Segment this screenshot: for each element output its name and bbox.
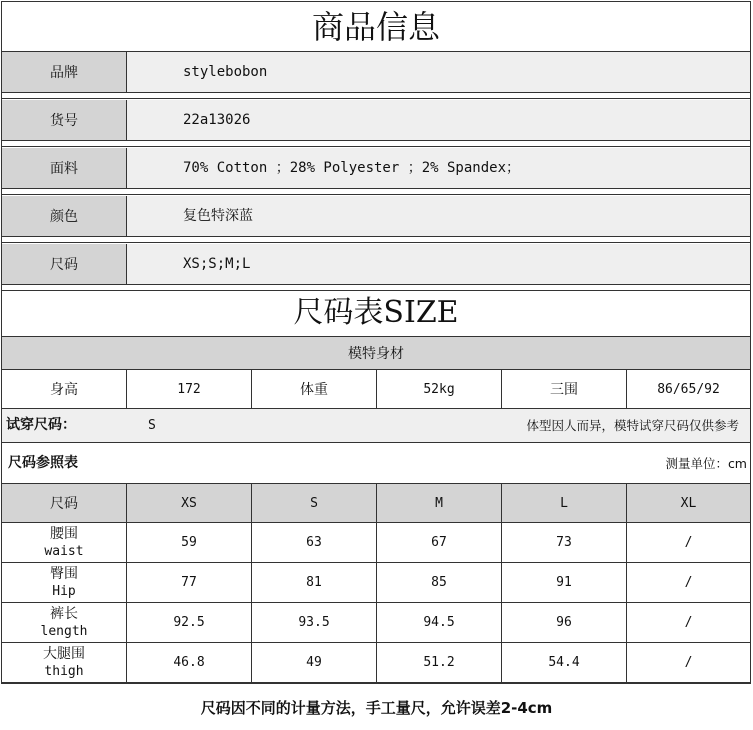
size-col-header: XS xyxy=(127,484,251,522)
model-weight-value: 52kg xyxy=(423,381,455,397)
size-value-cell: 73 xyxy=(556,535,572,550)
page-title: 商品信息 xyxy=(311,8,440,46)
size-value-cell: / xyxy=(684,655,693,670)
model-header: 模特身材 xyxy=(2,337,750,369)
measure-row-label xyxy=(2,643,126,682)
size-value-cell: 51.2 xyxy=(423,655,455,670)
model-measure-label: 三围 xyxy=(550,382,578,398)
info-value: 70% Cotton ；28% Polyester ；2% Spandex； xyxy=(183,160,521,176)
measure-name-cn: 腰围 xyxy=(50,525,78,542)
size-value-cell: 92.5 xyxy=(173,615,205,630)
info-value: stylebobon xyxy=(183,64,268,80)
size-reference-title: 尺码参照表 xyxy=(8,455,78,471)
size-value-cell: 63 xyxy=(306,535,322,550)
size-col-header: 尺码 xyxy=(2,484,126,522)
info-label: 颜色 xyxy=(50,209,78,225)
info-label: 货号 xyxy=(50,113,78,129)
size-value-cell: 77 xyxy=(181,575,197,590)
info-value: 22a13026 xyxy=(183,112,251,128)
measure-name-en: thigh xyxy=(44,663,84,679)
size-col-header: XL xyxy=(627,484,750,522)
size-col-header: S xyxy=(252,484,376,522)
measure-row-label xyxy=(2,603,126,642)
measure-name-cn: 大腿围 xyxy=(43,645,85,662)
info-label: 品牌 xyxy=(50,65,78,81)
size-col-header: M xyxy=(377,484,501,522)
model-height-label: 身高 xyxy=(50,382,78,398)
measurement-unit: 测量单位：cm xyxy=(665,456,747,471)
measure-name-en: waist xyxy=(44,543,84,559)
trial-size-value: S xyxy=(148,418,156,433)
measure-name-cn: 臀围 xyxy=(50,565,78,582)
footer-note: 尺码因不同的计量方法，手工量尺，允许误差2-4cm xyxy=(200,699,553,717)
size-value-cell: / xyxy=(684,615,693,630)
measure-row-label xyxy=(2,523,126,562)
size-value-cell: 85 xyxy=(431,575,447,590)
size-value-cell: 49 xyxy=(306,655,322,670)
info-value: XS;S;M;L xyxy=(183,256,251,272)
trial-size-note: 体型因人而异，模特试穿尺码仅供参考 xyxy=(526,418,739,433)
info-label: 尺码 xyxy=(50,257,78,273)
size-value-cell: 96 xyxy=(556,615,572,630)
size-value-cell: 81 xyxy=(306,575,322,590)
size-value-cell: 93.5 xyxy=(298,615,330,630)
size-chart-title: 尺码表SIZE xyxy=(293,295,459,330)
size-value-cell: 59 xyxy=(181,535,197,550)
size-value-cell: 67 xyxy=(431,535,447,550)
size-value-cell: / xyxy=(684,575,693,590)
model-height-value: 172 xyxy=(177,381,201,397)
measure-name-en: Hip xyxy=(52,583,76,599)
size-value-cell: 94.5 xyxy=(423,615,455,630)
measure-name-en: length xyxy=(40,623,88,639)
info-value: 复色特深蓝 xyxy=(183,208,253,224)
size-value-cell: 91 xyxy=(556,575,572,590)
size-value-cell: / xyxy=(684,535,693,550)
trial-size-label: 试穿尺码： xyxy=(6,417,76,433)
model-measure-value: 86/65/92 xyxy=(657,381,720,397)
measure-row-label xyxy=(2,563,126,602)
model-weight-label: 体重 xyxy=(300,382,328,398)
measure-name-cn: 裤长 xyxy=(50,605,78,622)
size-value-cell: 46.8 xyxy=(173,655,205,670)
size-value-cell: 54.4 xyxy=(548,655,580,670)
info-label: 面料 xyxy=(50,161,78,177)
size-col-header: L xyxy=(502,484,626,522)
